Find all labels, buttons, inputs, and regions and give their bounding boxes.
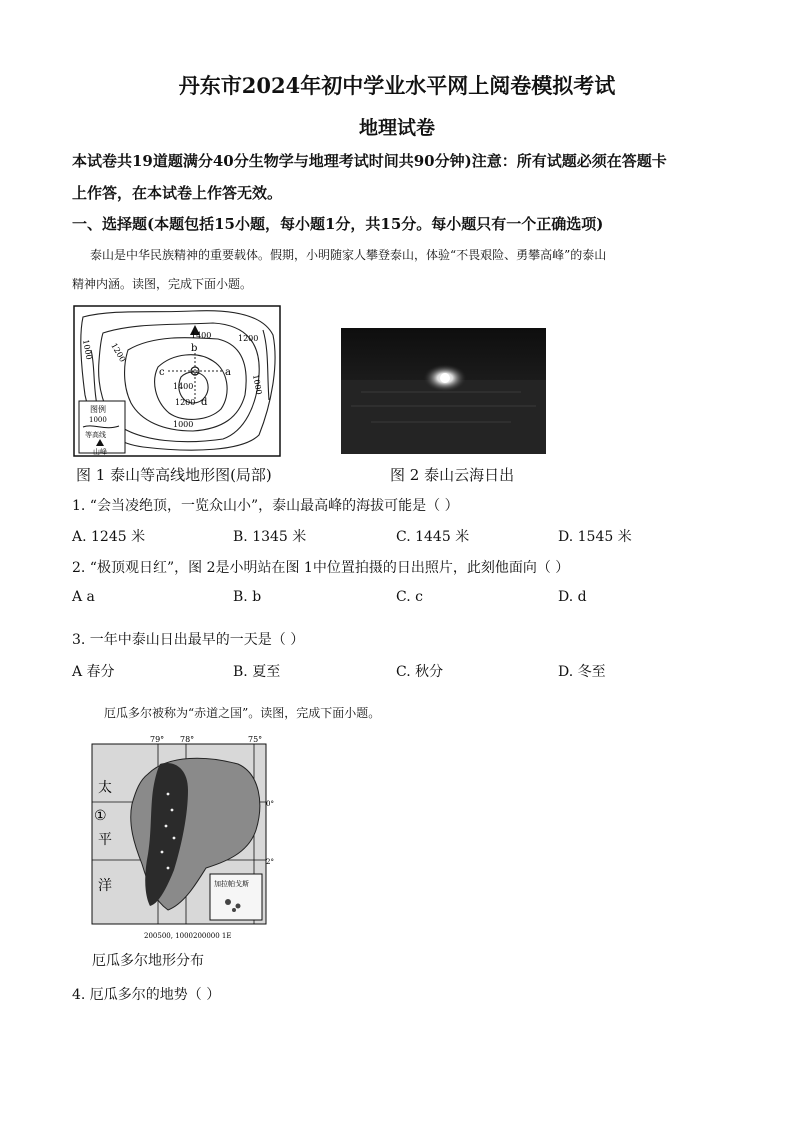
q2-option-d[interactable]: D. d bbox=[558, 589, 587, 605]
figure2-caption: 图 2 泰山云海日出 bbox=[390, 466, 515, 484]
figure3-caption: 厄瓜多尔地形分布 bbox=[92, 953, 204, 969]
map-label-1400b: 1400 bbox=[173, 382, 194, 391]
intro-taishan-line-2: 精神内涵。读图，完成下面小题。 bbox=[72, 277, 253, 291]
question-2-stem: 2. “极顶观日红”，图 2是小明站在图 1中位置拍摄的日出照片，此刻他面向（ ） bbox=[72, 560, 570, 576]
ocean-label-1: 太 bbox=[98, 780, 112, 796]
q2-option-b[interactable]: B. b bbox=[233, 589, 262, 605]
q3-option-b[interactable]: B. 夏至 bbox=[233, 664, 281, 680]
question-3-stem: 3. 一年中泰山日出最早的一天是（ ） bbox=[72, 632, 305, 648]
map-point-b: b bbox=[191, 343, 198, 354]
q2-option-a[interactable]: A a bbox=[72, 589, 95, 605]
longitude-75: 75° bbox=[248, 735, 263, 744]
legend-title: 图例 bbox=[90, 405, 106, 414]
marker-1: ① bbox=[94, 808, 107, 824]
intro-taishan-line-1: 泰山是中华民族精神的重要载体。假期，小明随家人攀登泰山，体验“不畏艰险、勇攀高峰”的泰山 bbox=[90, 248, 607, 262]
ocean-label-2: 平 bbox=[98, 832, 112, 848]
longitude-79: 79° bbox=[150, 735, 165, 744]
q1-option-b[interactable]: B. 1345 米 bbox=[233, 529, 307, 545]
exam-title: 丹东市2024年初中学业水平网上阅卷模拟考试 bbox=[178, 73, 616, 98]
map-label-1200b: 1200 bbox=[238, 334, 259, 343]
question-4-stem: 4. 厄瓜多尔的地势（ ） bbox=[72, 987, 221, 1003]
map-label-1200c: 1200 bbox=[175, 398, 196, 407]
q1-option-c[interactable]: C. 1445 米 bbox=[396, 529, 470, 545]
longitude-78: 78° bbox=[180, 735, 195, 744]
map-label-1000c: 1000 bbox=[251, 373, 264, 396]
question-1-stem: 1. “会当凌绝顶，一览众山小”，泰山最高峰的海拔可能是（ ） bbox=[72, 498, 459, 514]
inset-label: 加拉帕戈斯 bbox=[214, 880, 249, 888]
contour-map-figure bbox=[73, 305, 281, 457]
q1-option-d[interactable]: D. 1545 米 bbox=[558, 529, 632, 545]
sunrise-photo bbox=[341, 328, 546, 454]
exam-subtitle: 地理试卷 bbox=[358, 117, 435, 139]
latitude-0: 0° bbox=[266, 800, 274, 808]
scale-label: 200500, 1000200000 1E bbox=[144, 932, 232, 940]
q3-option-a[interactable]: A 春分 bbox=[72, 664, 115, 680]
q3-option-d[interactable]: D. 冬至 bbox=[558, 664, 606, 680]
notice-line-1: 本试卷共19道题满分40分生物学与地理考试时间共90分钟)注意：所有试题必须在答题卡 bbox=[72, 152, 667, 170]
figure1-caption: 图 1 泰山等高线地形图(局部) bbox=[76, 466, 272, 484]
ocean-label-3: 洋 bbox=[98, 878, 112, 894]
notice-line-2: 上作答，在本试卷上作答无效。 bbox=[72, 184, 283, 202]
map-label-1400a: 1400 bbox=[191, 331, 212, 340]
intro-ecuador: 厄瓜多尔被称为“赤道之国”。读图，完成下面小题。 bbox=[104, 706, 381, 720]
q1-option-a[interactable]: A. 1245 米 bbox=[72, 529, 146, 545]
map-label-1000b: 1000 bbox=[173, 420, 194, 429]
q3-option-c[interactable]: C. 秋分 bbox=[396, 664, 444, 680]
latitude-2: 2° bbox=[266, 858, 274, 866]
map-label-1200a: 1200 bbox=[109, 341, 128, 364]
section-heading: 一、选择题(本题包括15小题，每小题1分，共15分。每小题只有一个正确选项) bbox=[72, 215, 604, 233]
legend-contour-label: 等高线 bbox=[85, 431, 106, 439]
q2-option-c[interactable]: C. c bbox=[396, 589, 423, 605]
ecuador-terrain-map bbox=[88, 734, 272, 944]
map-label-1000: 1000 bbox=[81, 338, 94, 361]
legend-peak-label: 山峰 bbox=[93, 448, 107, 456]
legend-contour-value: 1000 bbox=[89, 416, 107, 424]
map-point-d: d bbox=[201, 397, 208, 408]
map-point-a: a bbox=[225, 367, 231, 378]
map-point-c: c bbox=[159, 367, 165, 378]
